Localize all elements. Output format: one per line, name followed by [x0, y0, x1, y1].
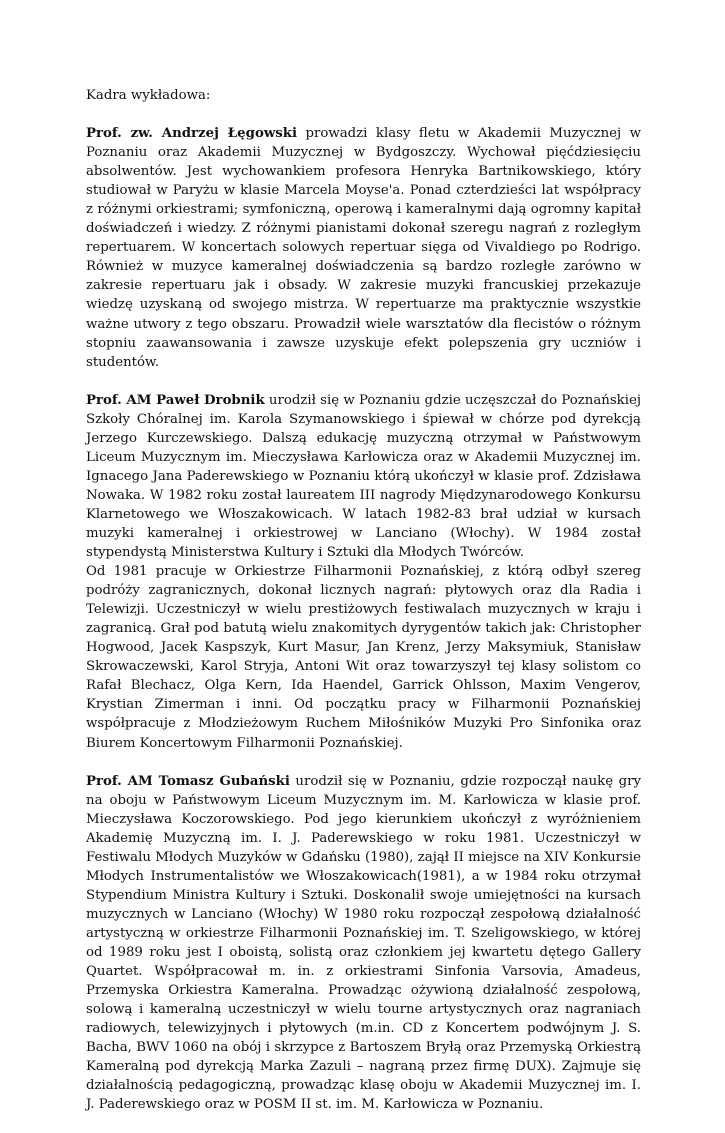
faculty-bio-gubanski — [86, 772, 641, 1115]
bio-paragraph: Od 1981 pracuje w Orkiestrze Filharmonii Poznańskiej, z którą odbył szereg podróży zagranicznych, dokonał licznych nagrań: płytowych oraz dla Radia i Telewizji. Uczestniczył w wielu prestiżowych festiwalach muzycznych w kraju i zagranicą. Grał pod batutą wielu znakomitych dyrygentów takich jak: Christopher Hogwood, Jacek Kaspszyk, Kurt Masur, Jan Krenz, Jerzy Maksymiuk, Stanisław Skrowaczewski, Karol Stryja, Antoni Wit oraz towarzyszył tej klasy solistom co Rafał Blechacz, Olga Kern, Ida Haendel, Garrick Ohlsson, Maxim Vengerov, Krystian Zimerman i inni. Od początku pracy w Filharmonii Poznańskiej współpracuje z Młodzieżowym Ruchem Miłośników Muzyki Pro Sinfonika oraz Biurem Koncertowym Filharmonii Poznańskiej. — [86, 564, 641, 751]
faculty-name: Prof. AM Paweł Drobnik — [86, 392, 265, 408]
faculty-bio-legowski — [86, 124, 641, 372]
bio-text: urodził się w Poznaniu gdzie uczęszczał do Poznańskiej Szkoły Chóralnej im. Karola Szymanowskiego i śpiewał w chórze pod dyrekcją Jerzego Kurczewskiego. Dalszą edukację muzyczną otrzymał w Państwowym Liceum Muzycznym im. Mieczysława Karłowicza oraz w Akademii Muzycznej im. Ignacego Jana Paderewskiego w Poznaniu którą ukończył w klasie prof. Zdzisława Nowaka. W 1982 roku został laureatem III nagrody Międzynarodowego Konkursu Klarnetowego we Włoszakowicach. W latach 1982-83 brał udział w kursach muzyki kameralnej i orkiestrowej w Lanciano (Włochy). W 1984 został stypendystą Ministerstwa Kultury i Sztuki dla Młodych Twórców. — [86, 392, 641, 561]
faculty-name: Prof. zw. Andrzej Łęgowski — [86, 126, 298, 142]
bio-paragraph — [86, 772, 641, 1115]
section-heading: Kadra wykładowa: — [86, 88, 211, 103]
faculty-name: Prof. AM Tomasz Gubański — [86, 773, 290, 789]
bio-paragraph — [86, 391, 641, 562]
document-page — [86, 86, 641, 1133]
faculty-bio-drobnik — [86, 391, 641, 753]
bio-paragraph — [86, 124, 641, 372]
bio-text: urodził się w Poznaniu, gdzie rozpoczął naukę gry na oboju w Państwowym Liceum Muzycznym im. M. Karłowicza w klasie prof. Mieczysława Koczorowskiego. Pod jego kierunkiem ukończył z wyróżnieniem Akademię Muzyczną im. I. J. Paderewskiego w roku 1981. Uczestniczył w Festiwalu Młodych Muzyków w Gdańsku (1980), zajął II miejsce na XIV Konkursie Młodych Instrumentalistów we Włoszakowicach(1981), a w 1984 roku otrzymał Stypendium Ministra Kultury i Sztuki. Doskonalił swoje umiejętności na kursach muzycznych w Lanciano (Włochy) W 1980 roku rozpoczął zespołową działalność artystyczną w orkiestrze Filharmonii Poznańskiej im. T. Szeligowskiego, w której od 1989 roku jest I oboistą, solistą oraz członkiem jej kwartetu dętego Gallery Quartet. Współpracował m. in. z orkiestrami Sinfonia Varsovia, Amadeus, Przemyska Orkiestra Kameralna. Prowadząc ożywioną działalność zespołową, solową i kameralną uczestniczył w wielu tourne artystycznych oraz nagraniach radiowych, telewizyjnych i płytowych (m.in. CD z Koncertem podwójnym J. S. Bacha, BWV 1060 na obój i skrzypce z Bartoszem Bryłą oraz Przemyską Orkiestrą Kameralną pod dyrekcją Marka Zazuli – nagraną przez firmę DUX). Zajmuje się działalnością pedagogiczną, prowadząc klasę oboju w Akademii Muzycznej im. I. J. Paderewskiego oraz w POSM II st. im. M. Karłowicza w Poznaniu. — [86, 773, 641, 1113]
bio-text: prowadzi klasy fletu w Akademii Muzycznej w Poznaniu oraz Akademii Muzycznej w Bydgoszczy. Wychował pięćdziesięciu absolwentów. Jest wychowankiem profesora Henryka Bartnikowskiego, który studiował w Paryżu w klasie Marcela Moyse'a. Ponad czterdzieści lat współpracy z różnymi orkiestrami; symfoniczną, operową i kameralnymi dają ogromny kapitał doświadczeń i wiedzy. Z różnymi pianistami dokonał szeregu nagrań z rozległym repertuarem. W koncertach solowych repertuar sięga od Vivaldiego po Rodrigo. Również w muzyce kameralnej doświadczenia są bardzo rozległe zarówno w zakresie repertuaru jak i obsady. W zakresie muzyki francuskiej przekazuje wiedzę uzyskaną od swojego mistrza. W repertuarze ma praktycznie wszystkie ważne utwory z tego obszaru. Prowadził wiele warsztatów dla flecistów o różnym stopniu zaawansowania i zawsze uzyskuje efekt polepszenia gry uczniów i studentów. — [86, 126, 641, 370]
